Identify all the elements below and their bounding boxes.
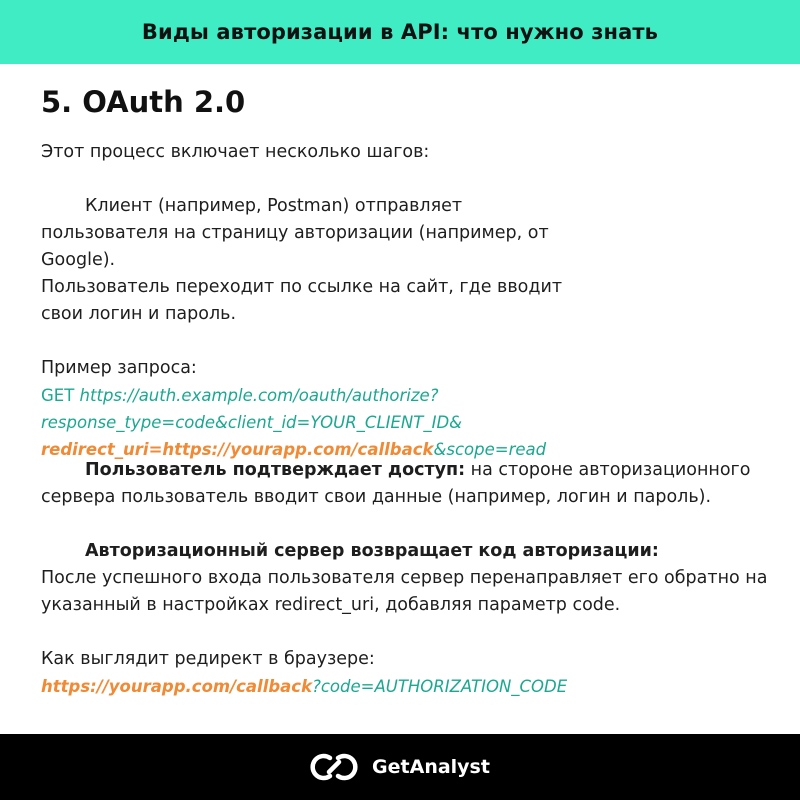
step1-continuation: Пользователь переходит по ссылке на сайт, где вводит свои логин и пароль.	[41, 277, 563, 324]
request-redirect-uri[interactable]: redirect_uri=https://yourapp.com/callback	[41, 440, 434, 459]
step3-heading: Авторизационный сервер возвращает код авторизации:	[85, 541, 659, 561]
brand-name: GetAnalyst	[372, 756, 490, 778]
request-scope[interactable]: &scope=read	[433, 440, 547, 459]
spacer	[41, 511, 781, 538]
request-url-line1[interactable]: https://auth.example.com/oauth/authorize?	[79, 386, 439, 405]
step3-heading-line	[41, 538, 781, 565]
intro-text: Этот процесс включает несколько шагов:	[41, 142, 430, 162]
content-area	[41, 82, 781, 700]
step2-body: на стороне авторизационного сервера пользователь вводит свои данные (например, логин и пароль).	[41, 460, 751, 507]
request-line-2	[41, 409, 781, 436]
footer	[0, 734, 800, 800]
redirect-example	[41, 673, 781, 700]
step1-text: Клиент (например, Postman) отправляет пользователя на страницу авторизации (например, от Google).	[41, 196, 549, 270]
redirect-base-url[interactable]: https://yourapp.com/callback	[41, 677, 313, 696]
top-banner	[0, 0, 800, 64]
spacer	[41, 166, 781, 193]
banner-title: Виды авторизации в API: что нужно знать	[141, 20, 659, 44]
getanalyst-logo-icon	[310, 751, 358, 783]
redirect-label: Как выглядит редирект в браузере:	[41, 649, 375, 669]
step2-text	[41, 457, 781, 511]
step2-heading: Пользователь подтверждает доступ:	[85, 460, 466, 480]
example-label: Пример запроса:	[41, 358, 197, 378]
redirect-query[interactable]: ?code=AUTHORIZATION_CODE	[312, 677, 568, 696]
spacer	[41, 619, 781, 646]
step3-body: После успешного входа пользователя сервер перенаправляет его обратно на указанный в настройках redirect_uri, добавляя параметр code.	[41, 568, 768, 615]
request-url-line2[interactable]: response_type=code&client_id=YOUR_CLIENT_ID&	[41, 413, 463, 432]
spacer	[41, 328, 781, 355]
section-title: 5. OAuth 2.0	[41, 85, 246, 119]
request-line-1	[41, 382, 781, 409]
request-method: GET	[41, 386, 80, 405]
